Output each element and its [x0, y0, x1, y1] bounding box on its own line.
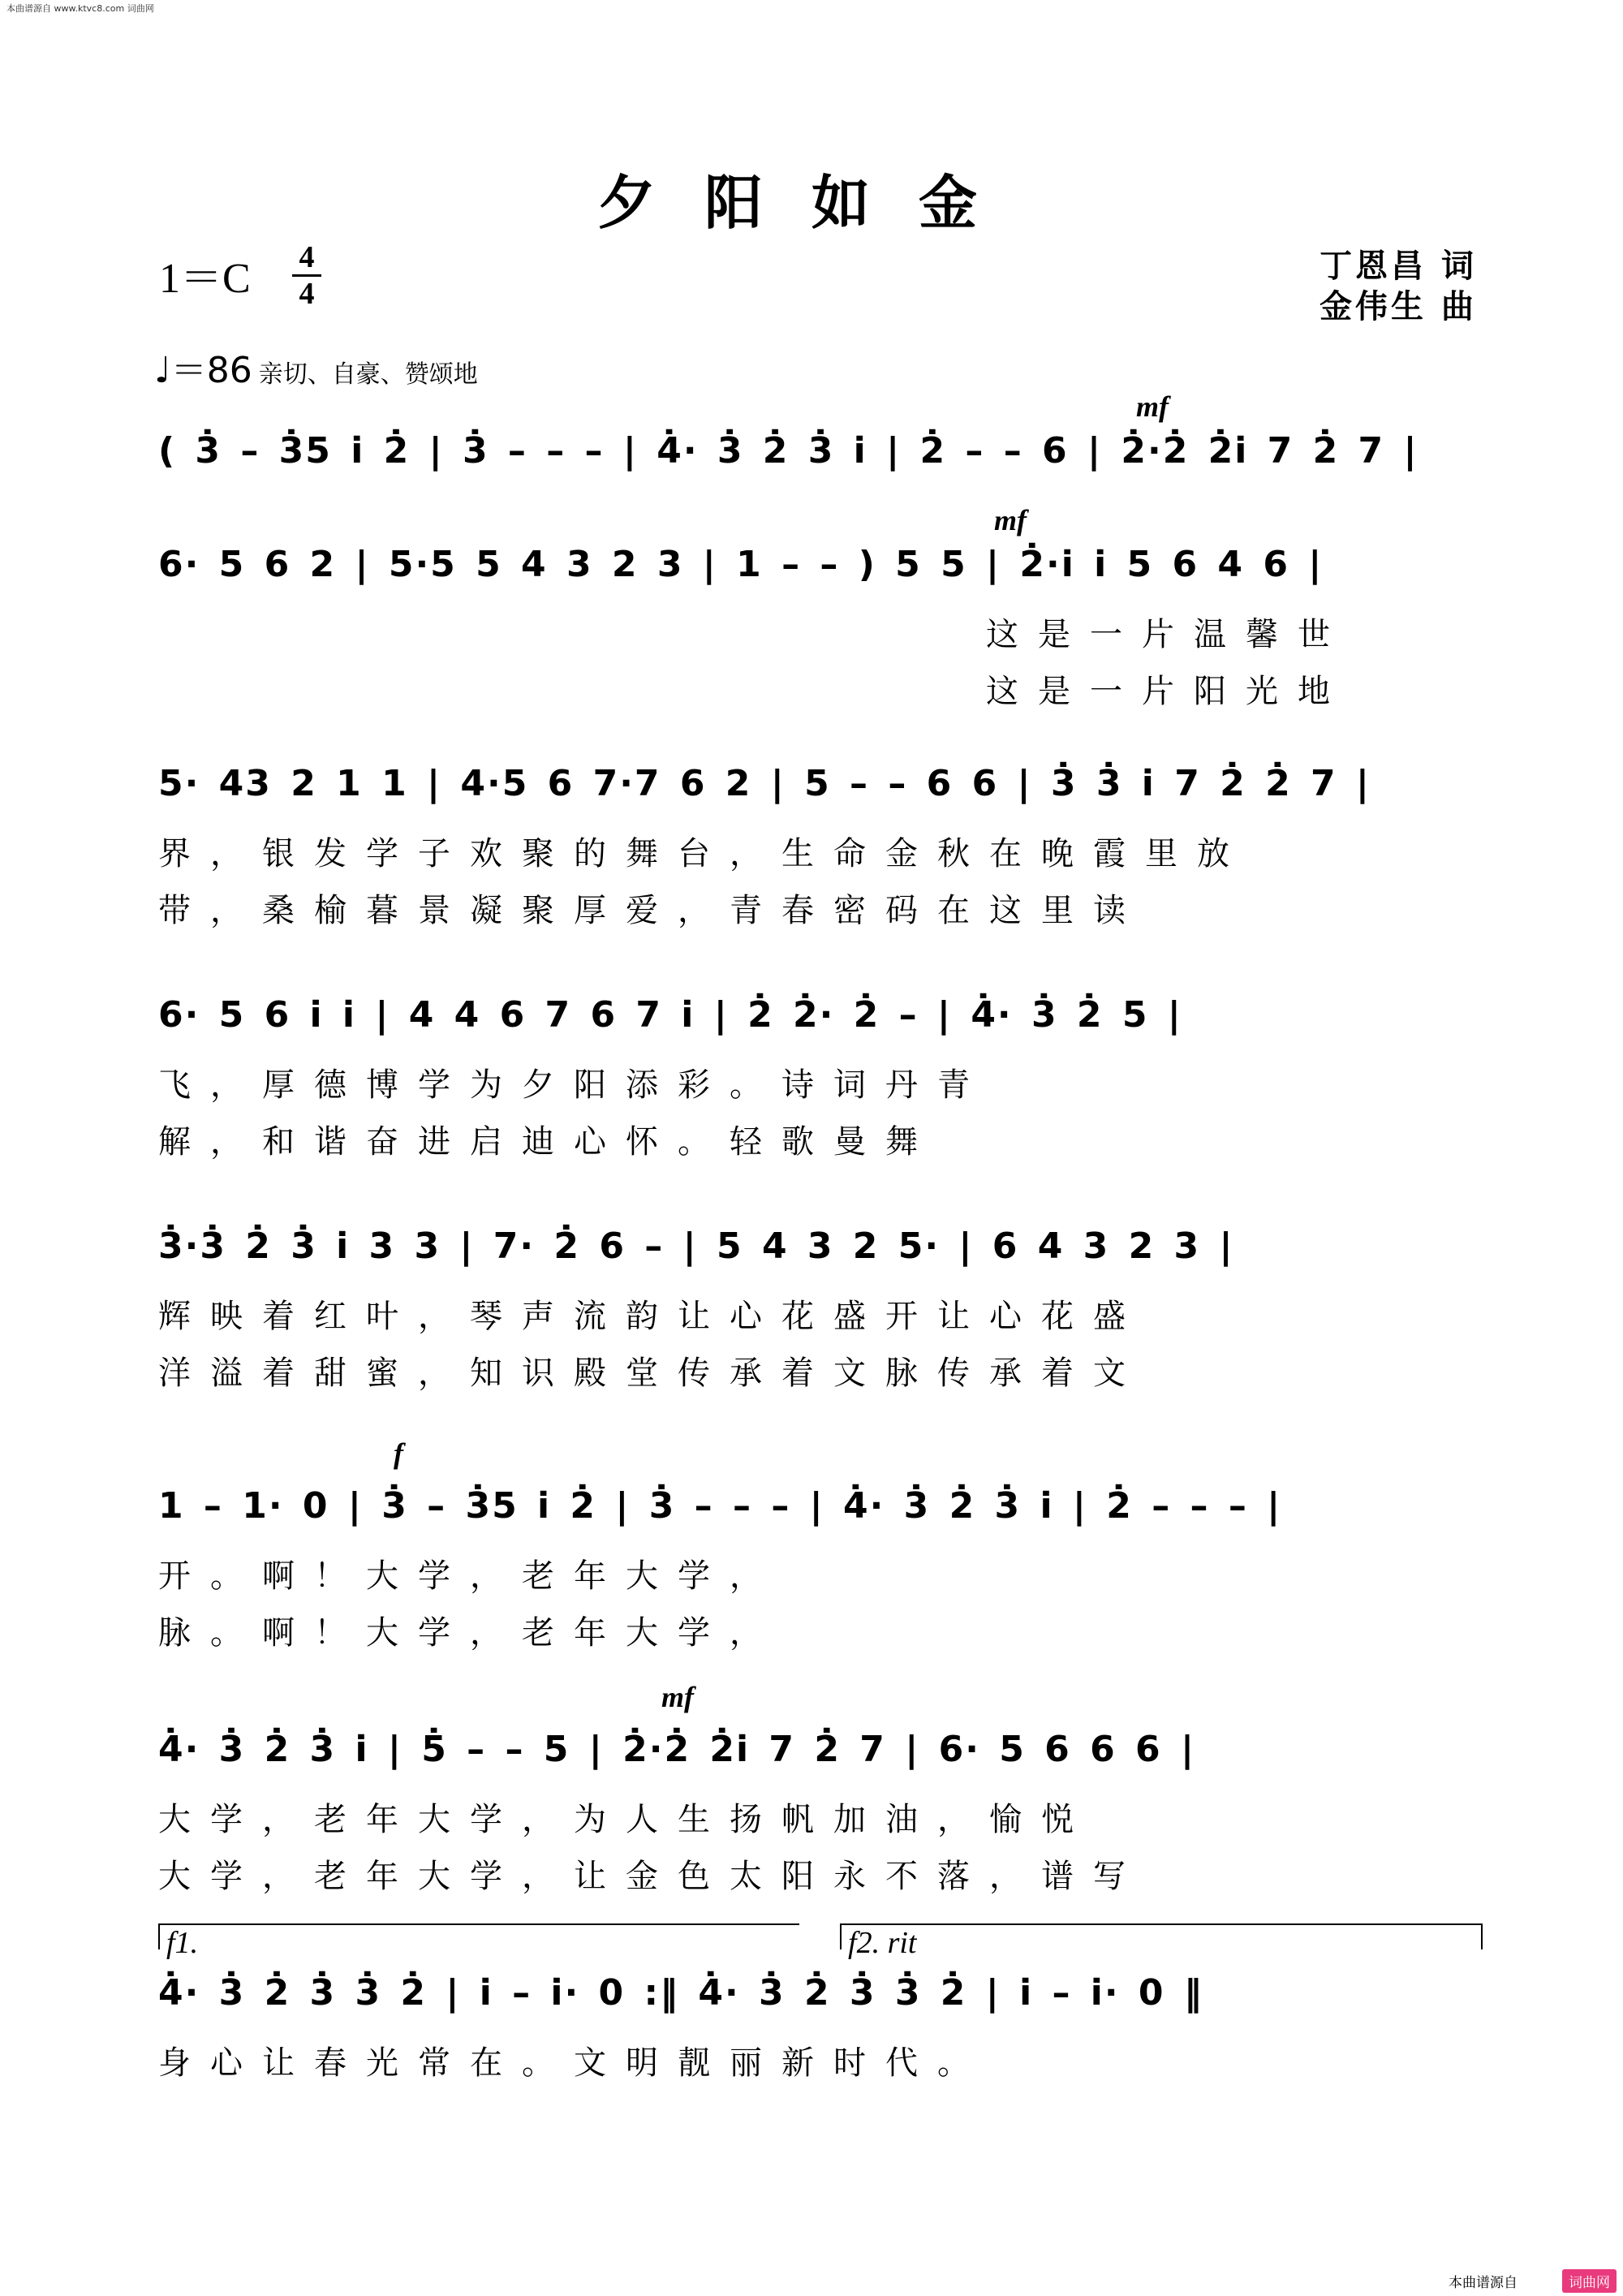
meter-bottom: 4 [299, 277, 315, 311]
expression-text: 亲切、自豪、赞颂地 [258, 360, 478, 389]
volta-dynamic: f [166, 1926, 175, 1960]
lyric-verse-1: 这是一片温馨世 [986, 616, 1350, 653]
tempo-marking [154, 341, 478, 393]
source-watermark-bottom: 本曲谱源自 [1449, 2275, 1518, 2291]
dynamic-mark: f [394, 1437, 403, 1470]
lyric-verse-1: 大学，老年大学，为人生扬帆加油，愉悦 [158, 1801, 1093, 1838]
lyric-verse-1: 飞，厚德博学为夕阳添彩。诗词丹青 [158, 1066, 989, 1104]
lyric-verse-1: 界，银发学子欢聚的舞台，生命金秋在晚霞里放 [158, 835, 1249, 872]
tempo-value: ♩＝86 [154, 350, 252, 391]
volta-label: 2. rit [856, 1926, 917, 1960]
volta-label: 1. [174, 1926, 199, 1960]
lyric-verse-2: 这是一片阳光地 [986, 673, 1350, 710]
lyric-verse-2: 洋溢着甜蜜，知识殿堂传承着文脉传承着文 [158, 1355, 1145, 1392]
notation-line: ( 3̇ – 3̇5 i̇ 2̇ | 3̇ – – – | 4̇· 3̇ 2̇ 3̇ i̇ | 2̇ – – 6 | 2̇·2̇ 2̇i̇ 7 2̇ 7 | [158, 430, 1419, 472]
notation-line: 6· 5 6 2 | 5·5 5 4 3 2 3 | 1 – – ) 5 5 | 2̇·i̇ i̇ 5 6 4 6 | [158, 544, 1324, 585]
lyric-verse-2: 带，桑榆暮景凝聚厚爱，青春密码在这里读 [158, 892, 1145, 929]
lyricist-credit: 丁恩昌 词 [1319, 248, 1477, 285]
notation-line: 5· 43 2 1 1 | 4·5 6 7·7 6 2 | 5 – – 6 6 | 3̇ 3̇ i̇ 7 2̇ 2̇ 7 | [158, 763, 1371, 804]
source-watermark-top: 本曲谱源自 www.ktvc8.com 词曲网 [6, 3, 154, 14]
lyric-verse-1: 身心让春光常在。文明靓丽新时代。 [158, 2044, 989, 2082]
lyric-verse-1: 辉映着红叶，琴声流韵让心花盛开让心花盛 [158, 1298, 1145, 1335]
time-signature [292, 240, 321, 311]
composer-credit: 金伟生 曲 [1319, 288, 1477, 325]
notation-line: 4̇· 3̇ 2̇ 3̇ 3̇ 2̇ | i̇ – i̇· 0 :‖ 4̇· 3̇ 2̇ 3̇ 3̇ 2̇ | i̇ – i̇· 0 ‖ [158, 1972, 1203, 2014]
dynamic-mark: mf [994, 504, 1027, 536]
notation-line: 6· 5 6 i̇ i̇ | 4 4 6 7 6 7 i̇ | 2̇ 2̇· 2̇ – | 4̇· 3̇ 2̇ 5 | [158, 994, 1182, 1036]
notation-line: 1 – 1· 0 | 3̇ – 3̇5 i̇ 2̇ | 3̇ – – – | 4̇· 3̇ 2̇ 3̇ i̇ | 2̇ – – – | [158, 1485, 1282, 1527]
notation-line: 4̇· 3̇ 2̇ 3̇ i̇ | 5̇ – – 5 | 2̇·2̇ 2̇i̇ 7 2̇ 7 | 6· 5 6 6 6 | [158, 1729, 1196, 1770]
lyric-verse-2: 解，和谐奋进启迪心怀。轻歌曼舞 [158, 1123, 937, 1161]
meter-top: 4 [299, 240, 315, 274]
notation-line: 3̇·3̇ 2̇ 3̇ i̇ 3 3 | 7· 2̇ 6 – | 5 4 3 2 5· | 6 4 3 2 3 | [158, 1226, 1234, 1267]
dynamic-mark: mf [1136, 390, 1169, 423]
volta-first-ending [158, 1923, 799, 1960]
site-logo-badge: 词曲网 [1562, 2269, 1617, 2293]
dynamic-mark: mf [661, 1681, 694, 1713]
lyric-verse-2: 大学，老年大学，让金色太阳永不落，谱写 [158, 1858, 1145, 1895]
lyric-verse-2: 脉。啊！大学，老年大学， [158, 1614, 781, 1652]
volta-second-ending [840, 1923, 1483, 1960]
song-title: 夕阳如金 [596, 168, 1026, 237]
key-signature: 1＝C [159, 256, 251, 302]
volta-dynamic: f [848, 1926, 857, 1960]
lyric-verse-1: 开。啊！大学，老年大学， [158, 1557, 781, 1595]
